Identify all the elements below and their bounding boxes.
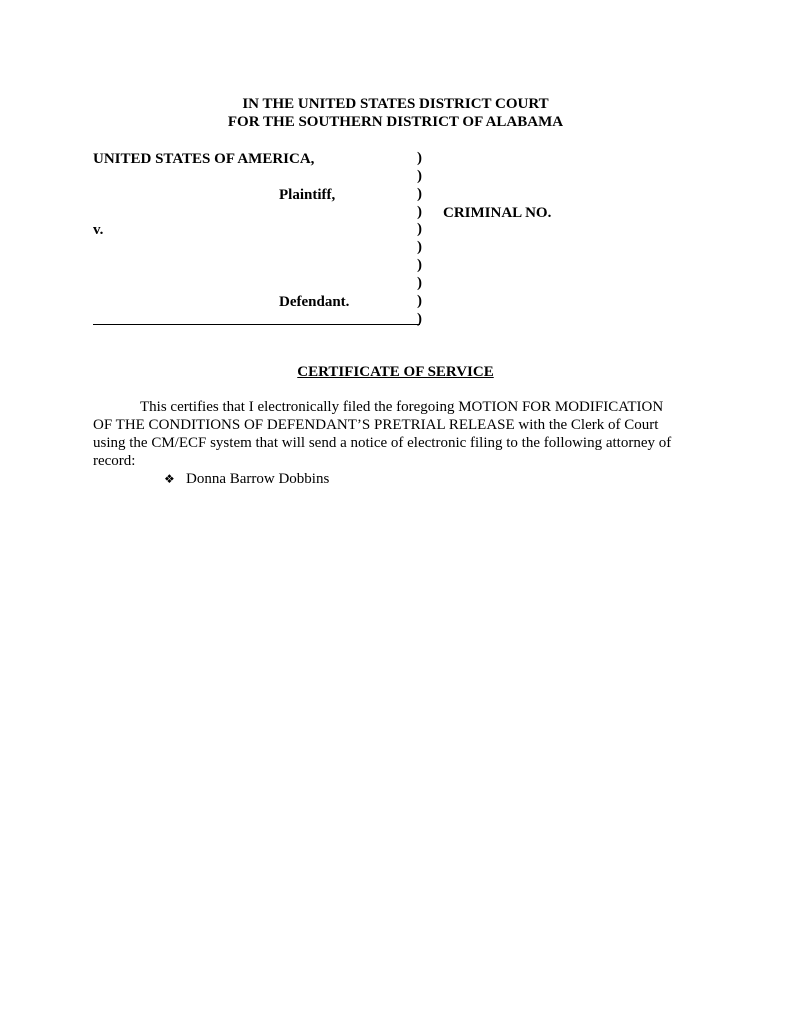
versus-label: v. [93, 222, 104, 238]
court-heading-line-2: FOR THE SOUTHERN DISTRICT OF ALABAMA [227, 114, 564, 130]
court-heading-line-1: IN THE UNITED STATES DISTRICT COURT [242, 96, 549, 112]
caption-paren: ) [417, 239, 422, 256]
certificate-body-line [93, 398, 693, 416]
caption-paren: ) [417, 150, 422, 166]
certificate-body-line: record: [93, 453, 136, 469]
certificate-title: CERTIFICATE OF SERVICE [297, 364, 494, 380]
plaintiff-role: Plaintiff, [279, 187, 336, 203]
caption-paren: ) [417, 203, 422, 220]
caption-paren: ) [417, 274, 422, 291]
certificate-body-line: using the CM/ECF system that will send a notice of electronic filing to the following attorney of [93, 435, 672, 451]
certificate-body-text: This certifies that I electronically filed the foregoing MOTION FOR MODIFICATION [140, 399, 664, 415]
recipient-list [164, 470, 329, 488]
plaintiff-name: UNITED STATES OF AMERICA, [93, 151, 315, 167]
diamond-bullet-icon: ❖ [164, 472, 175, 486]
case-caption [93, 150, 653, 330]
defendant-role: Defendant. [279, 294, 350, 310]
certificate-body [93, 398, 693, 470]
caption-paren: ) [417, 167, 422, 184]
criminal-number-label: CRIMINAL NO. [443, 205, 552, 221]
recipient-name: Donna Barrow Dobbins [186, 471, 330, 487]
caption-paren: ) [417, 221, 422, 238]
caption-paren: ) [417, 310, 422, 327]
caption-paren: ) [417, 292, 422, 309]
caption-underline-rule [93, 324, 420, 325]
caption-paren: ) [417, 257, 422, 274]
caption-paren: ) [417, 185, 422, 202]
certificate-body-line: OF THE CONDITIONS OF DEFENDANT’S PRETRIAL RELEASE with the Clerk of Court [93, 417, 659, 433]
caption-parenthesis-column [417, 150, 422, 328]
list-item [164, 470, 329, 488]
